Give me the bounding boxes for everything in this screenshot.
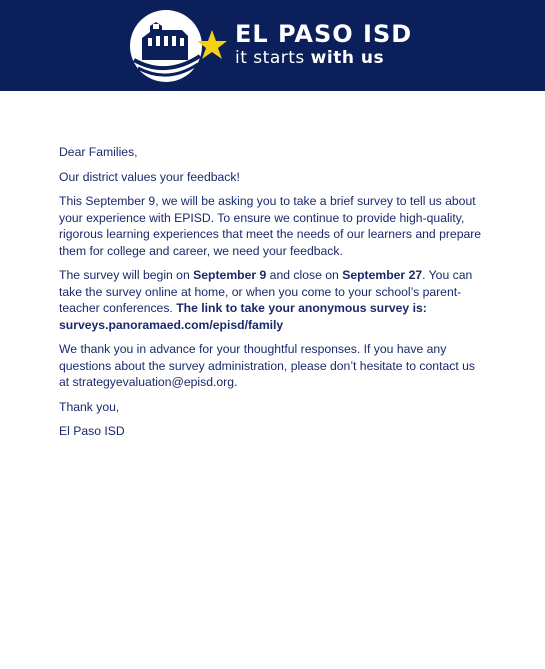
tagline-bold: with us: [310, 48, 385, 68]
paragraph-thanks: We thank you in advance for your thoughtful responses. If you have any questions about the survey administration, please don’t hesitate to contact us at strategyevaluation@episd.org.: [59, 342, 475, 389]
signature: El Paso ISD: [59, 424, 125, 438]
survey-link[interactable]: The link to take your anonymous survey is: surveys.panoramaed.com/episd/family: [59, 301, 427, 332]
header-banner: [0, 0, 545, 91]
closing: Thank you,: [59, 399, 120, 414]
p2-text-c: . You can take the survey online at home, or when you come to your school’s parent-teacher conferences.: [59, 268, 473, 315]
letter-body: [59, 144, 484, 448]
paragraph-survey-intro: This September 9, we will be asking you to take a brief survey to tell us about your experience with EPISD. To ensure we continue to provide high-quality, rigorous learning experiences that meet the needs of our learners and prepare them for college and career, we need your feedback.: [59, 194, 482, 258]
brand-name: EL PASO ISD: [235, 20, 413, 48]
p2-text-b: and close on: [266, 268, 343, 282]
paragraph-survey-dates: [59, 267, 484, 333]
p2-text-a: The survey will begin on: [59, 268, 194, 282]
school-logo-icon: [128, 8, 228, 84]
start-date: September 9: [193, 268, 267, 282]
greeting: Dear Families,: [59, 145, 138, 159]
tagline-start: it starts: [235, 48, 305, 68]
intro-line: Our district values your feedback!: [59, 169, 240, 184]
brand-text: [235, 20, 412, 68]
brand-tagline: [235, 48, 412, 68]
end-date: September 27: [342, 268, 423, 282]
